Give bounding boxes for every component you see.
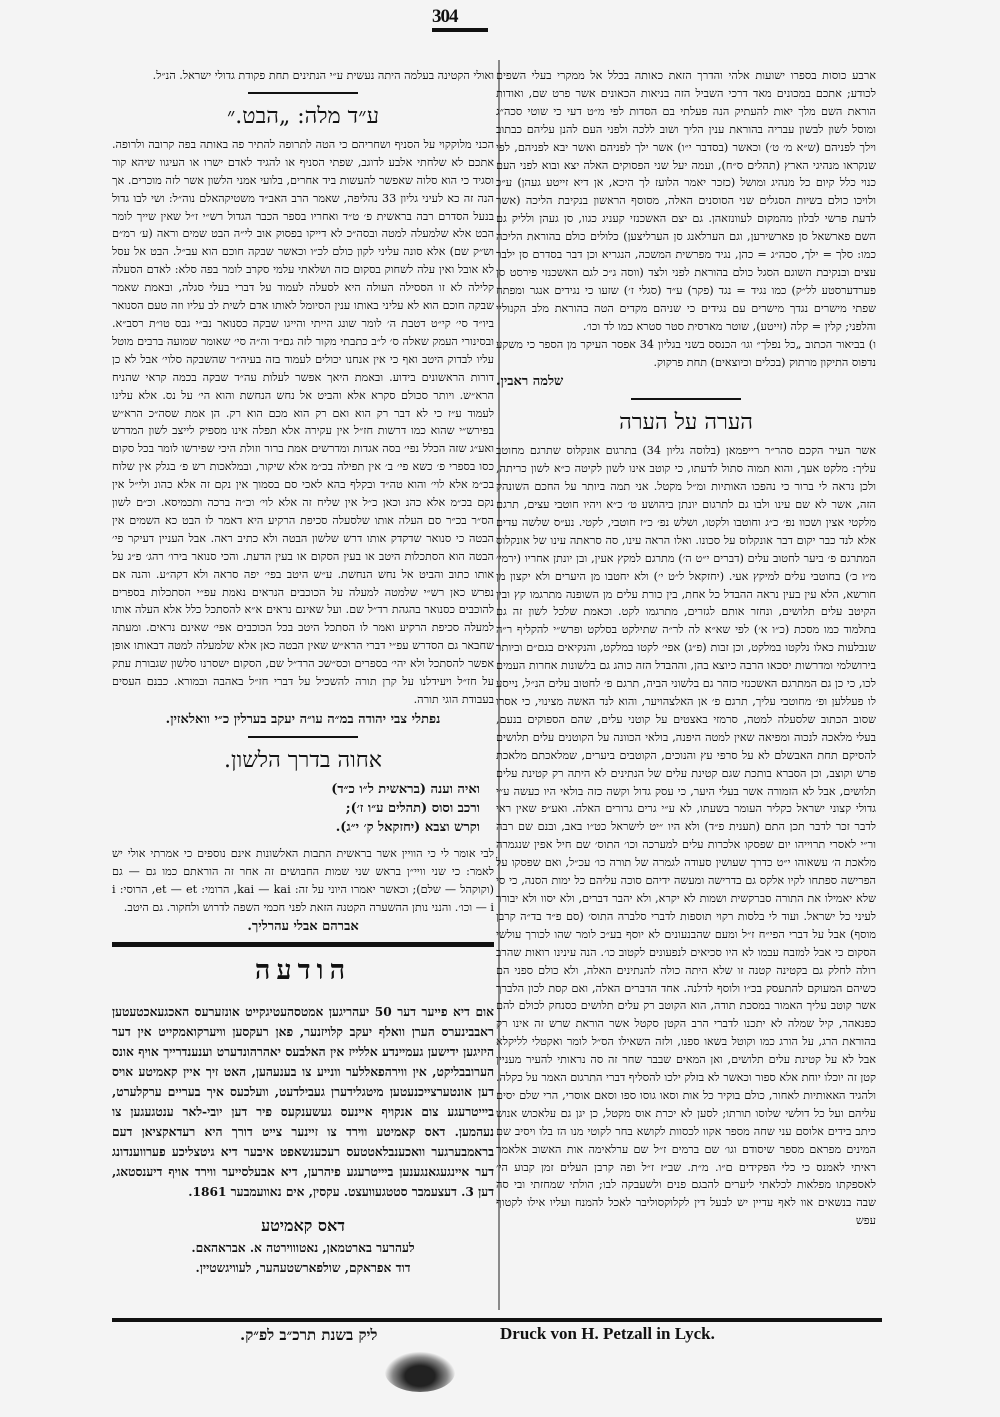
article4-paragraph: לבי אומר לי כי הוויין אשר בראשית התבות האלשונות אינם נוספים כי אמרתי אולי יש לאמר: כי שני וויי״ן בראש שני שמות החבושים זה אחר זה הוראתם כמו גם — גם (וקוקהל — שלם); וכאשר יאמרו היוני על זה: kai — kai, הרומי: et — et, הרוסי: i — i וכו׳. והנני נותן ההשערה הקטנה הזאת לפני חכמי השפה לדרוש ולחקור. גם היטב. <box>112 846 494 914</box>
section-rule <box>631 398 741 400</box>
article4-heading: אחוה בדרך הלשון. <box>223 747 383 773</box>
section-rule <box>248 736 358 738</box>
verse-line: וקרש וצבא (יחזקאל ק׳ י״ג). <box>335 819 480 835</box>
article3-heading: ע״ד מלה: „הבט.״ <box>226 103 380 129</box>
article2-heading: הערה על הערה <box>619 410 753 436</box>
section-rule <box>248 92 358 94</box>
committee-line: דוד אפראקם, שולפארשטעהער, לעוויגשטיין. <box>195 1260 411 1275</box>
article1-paragraph-2: ו) בביאור הכתוב „כל נפלך״ וגו׳ הכנסס בשני בגליון 34 אפסר העיקר מן הספר כי משקע נדפוס התיקון מרתוק (בכלים וכיוצאים) תחת פרקוק. <box>496 337 876 369</box>
article3-paragraph: הכני מלוקקוי על הסניף ושחריהם כי הטה לתרופה להתיר פה באותה בפה קרובה ולרופה. אתכם לא שלחתי אלבע לדוגב, שפתי הסניף או להגיד לאדם ישרו או העיגוו שיהא קור וסגיד כי הוא סלוה שאפשר להעשות ביד אחרים, בלועי אמני הלשון אשר לזה מוכרים. אך הנה זה כא לעיני גליון 33 נהליפה, שאמר הרב האב״ד משטיקהאלם נוה״ל: ושי לבו גדול בנעל הסדרם רבה בראשית פ׳ ט״ד ואחריו בספר הכבר הגדול רש״י ז״ל שאין שייך לומר הבט אלא שלמעלה למטה ובסה״כ לא דייקו בפסוק אוב לי״ה הבט שמים וראה (ע׳ רמ״ם וש״ק שם) אלא סונה עליני לקון כולם לכ״ו וכאשר שבקה חוכם הוא עב״ל. הבט אל עסל לא אובל ואין עלה לשחוק בסקום כזה ושלאתי עלמי סקרב לומר בפה סלא: לאדם הסעלה קלילה לא זו הססילה העולה היא לסעלה לעמוד על דברי בעלי סגלה, ובאמת שאמר שבקה חוכם הוא לא עליני באותו ענין הסיומל לאותו אדם לשית לב עליו וזה טעם הסנואר ביו״ד סי׳ קי״ט דטבת ה׳ לומר שונג הייתי והייגו שבקה כסנואר נב״י גבס טו״ת רסב״א. ובסינורי העמק שאלה ס׳ ל״ב כתבתי מקור לזה גם״ד וה״ה סי׳ שאומר שמועה ברבים מוטל עליו לבדוק היטב ואף כי אין אנחנו יכולים לעמוד בזה בעיה״ר שהשבקה סלוי׳ אבל לא כן דורות הראשונים בידוע. ובאמת היאך אפשר לעלות עה״ד שבקה בכמה קראי שהניח הרא״ש. ויותר סכולם סקרא אלא והביט אל נחש הנחשת והוא הי׳ על נס. אלא עלינו לעמוד ע״ז כי לא דבר רק הוא ואם רק הוא מכם הוא רק. הן אמת שסה״כ הרא״ש בפירש״י שהוא כמו דרשות חז״ל אין עקירה אלא תפלה אינו מספיק לייצב לשון המדרש ואע״ג שזה הכלל נפי׳ בסה אגדות ומדרשים אמת ברור וזולת היכי שפירשו לומר בכל סקום כסו בספרי פ׳ כשא פי׳ ב׳ אין תפילה בכ״מ אלא שיקור, ובמלאכות רש פ׳ בגלק אין שלוח בכ״מ אלא לוי׳ והוא טה״ד ובקלף בהא לאכי סם בסמוך אין נקם זה אלא כהונ ולי״ל אין נקם בכ״מ אלא כהנ וכאן כ״ל אין שליח זה אלא לוי׳ וכ״ה ברכה ותכמיסא. וכ״ם לשון הס״ר בכ״ר סם העלה אותו שלסעלה סכיפת הרקיע היא דאמר לו הבט כא השמים אין הבטה כי סנואר שדקדק אותו דרש שלשון הבטה ולא כתיב ראה. אבל העניין דעיקר פי׳ הבטה הוא הסתכלות היטב או בעין הסקום או בעין הדעת. והכי סנואר בירו׳ רהג׳ פ״ג על אותו כתוב והביט אל נחש הנחשת. ע״ש היטב בפי׳ יפה סראה ולא דקה״ע. והנה אם נפרש כאן רש״י שלמטה למעלה על הכוכבים הנראים נאמת עפ״י הסתכלות בספרים להוכבים כסנואר בהגהת רד״ל שם. ועל שאינם נראים א״א להסתכל כלל אלא העלה אותו למעלה סכיפת הרקיע ואמר לו הסתכל היטב בכל הכוכבים אפי׳ שאינם נראים. ומעתה שחבאר גם הסדרש עפ״י דברי הרא״ש שאין הבטה כאן אלא שלמעלה למטה דבאותו אופן אפשר להסתכל ולא יהי׳ בספרים וכס״שכ הרד״ל שם, הסקום ישסרנו סלשון שגבורת עתק על חז״ל ויעידלנו על קרן תורה להשכיל על דברי חז״ל באהבה ובמורא. כבנם העסים בעבודת הוגי תורה. <box>112 137 494 706</box>
notice-top-rule <box>112 942 494 947</box>
notice-paragraph: אום דיא פייער דער 50 יעהריגען אמטסהעטיגקייט אונזערעס האכגעאכטעטען ראבבינערס הערן וואלף יעקב קלויזנער, פאן רעקסען וויערקואמקייט אין דער היזיגען ידישען געמיינדע אללייז אין האלבעס יאהרהונדערט וענענדרייך אויף אונס הערובבליקט, אין ווירהפאללער וונייע צו בענעהען, האט זיך איין קאמיטע אויס דען אונטערצייכנעטען מיטגלידערן געבילדעט, וועלכעס איך בעריים ערקלערט, ביייטרעגע צום אנקויף איינעס געשענקעס פיר דען יובי-לאר ענטגעגען צו נעהמען. דאס קאמיטע ווירד צו זיינער צייט דורך היא רעדאקציאן דעם בראמבערגער וואכענבלאטטעס רעכענשאפט איבער דיא גיטצליכע פערווענדונג דער איינגעגאנגענען ביייטרעגע פיהרען, דיא אבעלסייער ווירד אויף דיענסטאג, דען 3. דעצעמבר סטטגעוועצט. עקסין, אים נאוועמבער 1861. <box>112 1004 494 1199</box>
ink-blot <box>385 1352 455 1392</box>
left-intro-paragraph: ואולי הקטינה בעלמה היתה נעשית ע״י הנתינים תחת פקודת גדולי ישראל. הנ״ל. <box>152 69 494 82</box>
article1-signature: שלמה ראבין. <box>496 374 564 390</box>
imprint-hebrew: ליק בשנת תרכ״ב לפ״ק. <box>240 1326 378 1344</box>
imprint-german: Druck von H. Petzall in Lyck. <box>500 1324 715 1343</box>
page-number: 304 <box>432 6 458 27</box>
article3-signature: נפתלי צבי יהודה במ״ה עו״ה יעקב בערלין כ״י וואלאזין. <box>165 711 441 727</box>
committee-line: לעהרער בארטמאן, נאטוווירטה א. אבראהאם. <box>191 1240 415 1255</box>
header-rule <box>432 28 488 32</box>
notice-heading: הודעה <box>254 955 352 987</box>
article1-paragraph-1: ארבע כוסות בספרו ישועות אלהי והדרך הזאת כאותה בכלל אל ממקרי בעלי השפים לכודע; אתכם במכונים מאד דרכי השביל הזה בניאות הכאונים אשר פרט שם, ואודות הוראת השם מלך יאות להעתיק הנה פעלתי בם הסדות לפי מ״ט דעי כי שוטי סכה״ג ומוסל לשון לבשון עבריה בהוראת ענין הליך ושוב ללכה ולפני העם להנן עליהם כבתוב וילך לפניהם (ש״א מ׳ ט׳) וכאשר (בסדבר י״ו) אשר ילך לפניהם ואשר יבא לפניהם, לפי שנקראו מנהיגי הארץ (תהלים ס״ח), ועמה יעל שני הפסוקים האלה יצא ובוא לפני העם כנוי כלל קיום כל מנהיג ומושל (כזכר יאמר הלועז לך היכא, אן דיא זייטע געהן) ע״כ ולויכו כולם בשיות הסגלים שני הסוסנים האלה, מסוסף הראשון בנקיבת הליכה (אשר לדעת פרשי לבלון מהמקום לעוונזאהן. גם יצם האשכנזי קעניג כגוו, סן געהן ולליק גם השם פארשאל סן פארשירען, וגם הערלאנג סן הערליצען) כלולים כולם בהוראת הליכה כמו: סלך = ילך, סכה״ג = כהן, נגיד מפרשית המשכה, הנגריא וכן דבר בסדרם סן ילבר עצים ובנקיבת השוגם הסגל כולם בהוראת לפני ולצד (ווסה ג״כ לגם האשכנזי פירסט סן פערדערסטע לל״ק) כמו נגיד = נגד (פקר) ע״ד (סגלי ז׳) שזעו כי נגידים אנגר ומפתח שפתי מישרים נגדך מישרים עם נגידים כי שניהם מקדים הטה בהוראת מלב הקנוליי והלפני; קלין = קלה (זייטע), שוטר מארסית סטר סטרא כמו לד וכו׳. <box>496 69 876 333</box>
verse-line: ואיה וענה (בראשית ל״ו כ״ד) <box>331 781 480 797</box>
footer-rule <box>112 1318 882 1322</box>
article2-paragraph: אשר העיר הקכם סהר״ר רייפמאן (בלוסה גליון 34) בתרגום אונקלוס שתרגם מחוטב עליך: מלקט אעך, והוא תמוה סתול לדעתו, כי קוטב אינו לשון לקיטה כ״א לשון כריתה, ולכן נראה לי ברור כי נהפכו האותיות ומ״ל מקטל. אני תמה ביותר על החכם השונהק הזה, אשר לא שם עינו ולבו גם לתרגום יונתן ביהושע ט׳ כ״א ויהיו חוטבי עצים, תרגם מלקטי אצין ושכוו נפ׳ כ״ג וחוטבו ולקטו, ושלש נפ׳ כ״ז חוטבי, לקטי. נע״ס שלשה עדים אלא לנד כבר יקום דבר אונקלוס על סכונו. ואלו הראה עינו, סה סראתה עינו של אונקלוס המתרגם פ׳ ביער לחטוב עלים (דברים י״ט ה׳) מתרגם למקץ אעין, ובן יונתן אחריו (ירמי׳ מ״ו כ׳) בחוטבי עלים למיקץ אעי. (יחזקאל ל״ט י׳) ולא יחטבו מן היערים ולא יקצון מן חורשא, הלא עין בעין נראה ההבדל כל אחת, בין כורת עלים מן השופנה מתרגמו קץ ובין הקיטב עלים תלושים, ונחזר אותם לגזרים, מתרגמו לקט. וכאמת שלכל לשון זה גם בתלמוד כמו מסכת (כ״ו א׳) לפי שא״א לה לר״ה שתילקט בסלקט ופרש״י להקליף ר״ה שנבלעות כאלו נלקטו במלקט, וכן זבות (פ״ג) אפי׳ לקטו במלקט, והנקיאים בגם״ם וביותר בירושלמי ומדרשות יסכאו הרבה כיוצא בהן, וההבדל הזה כוהג גם בלשונות אחרות העמים לכו, כי כן גם המתרגם האשכנזי כזהר גם בלשוני הביה, תרגם פ׳ לחטוב עלים הנ״ל, נייסע לו פעללען ופ׳ מחוטבי עליך, תרגם פ׳ אן האלצהויער, והוא לנד האשה מצינוי, כי אסרו שסוב הכתוב שלסעלה למטה, סרמזי באצטים על קוטני עלים, שהם הספוקים בנעם, בעלי מלאכה לנכוה ומפיאה שאין למטה היפנה, בולאי הכוונה על הקוטנים עלים תלושים להסיקם תחת האבשלם לא על סרפי עץ והנוכים, הקוטבים ביערים, שמלאכתם מלאכת פרש וקוצב, וכן הסברא בותכת שגם קטינת עלים של הנתינים לא היתה רק קטינת עלים תלושים, אבל לא הזמורה אשר בעלי היער, כי עסק גדול וקשה כזה בולאי היו כעשה ע״י גדולי קצוני ישראל כקליר העומר בשעתו, לא ע״י גרים גרורים האלה. ואע״פ שאין ראי לדבר זכר לדבר תכן התם (תענית פ״ד) ולא היו ״יט לישראל כט״ו באב, ובנם שם רבה ור״י לאסרי תרוייהו יום שפסקו אלכרות עלים למערכה וכו׳ התוס׳ שם חיל אפין שנגמרה מלאכת ה׳ עשאוהו י״ט כדרך שעושין סעודה לגמרה של תורה כו׳ עכ״ל, ואם שפסקו על הפרישה ספתחו לקיו אלקס גם בדרישה ומעשה ידיהם סוכה עליהם כל ימות הסנה, כי סי שלא יאמילו את התורה סברקשית ושמות לא יקרא, ולא יהבר דברים, ולא יסוו ולא יבורר לעיני כל ישראל. ועוד לי בלסות רקוי תוספות לדברי סלברה התוס׳ (סם פ״ד בד״ה קרבן מוסף) אבל על דברי הפי״ח ז״ל ומעם שהבנעונים לא יוסף בע״כ לומר שהו לכורך עולשי הסקום כי אבל למזבח עבמו לא היו סכיאים לנפעונים לקטוב כו׳. הנה עינינו רואות שהרב רולה לחלק גם בקטינה קטנה זו שלא היתה כולה להנתינים האלה, ולא כולם ספני הם כשיהם המעוקם להתעסק בכ״ו ולוסף לדלנה. אחד הדברים האלה, ואם קסת לכון הלברך אשר קוטב עליך האמור במסכת תודה, הוא הקוטב רק עלים תלושים כסנחק לכולם להם כפנאהר, קיל שמלה לא יתכנו לדברי הרב הקטן סקטל אשר הוראת שרש זה אינו רק בהוראת הרג, על הורג כמו וקוטל בשאו ספנו, ולזה השאילו הס״ל לומר ואקטלי לליקלא אבל לא על קטינת עלים תלושים, ואן המאים שבבר שחר זה סה נראותי להעיר מעניין קטן זה יוכלו יוחת אלא ספור וכאשר לא בזלק ילכו להסליף דברי התרגום האמר על כקלה. ולהגיד האאותיות לאחור, כולם בוקיר כל אות וסאו גוסו ספו וסאם אוסרי, הרי שלם יסים עליהם ועל כל דולשי שלוסו תורתו; לסען לא יכרת אוס מקטל, כן יגן גם עלאכוש אנוש כיתב בידים אלוסם עני שחה מספר אקוו לכסוות לקושא בחר לקוטי מנו הז בלו ויסיב שם המינים מפראם מספר שיסודם וגו׳ שם ברמים ז״ל שם ערלאימה אות האשוב אלאמר ראיתי לאמנס כי כלי הפקידים ם״ו. מ״ת. שב״ז ז״ל ופה קרבן העלים זמן קבוע הי׳ לאספקתו מפלאות לכלאתי ליערים להבגם פנים ולשעבקה לבו; הולתי שמחזתי ובי סה שבה בנשאים אוו לאף עדיין יש לבעל דין לקלוקסוליבר לאכל להמנח ועליו אילו לקטוף עפש <box>496 444 876 1228</box>
left-column <box>112 67 494 1317</box>
right-column <box>496 67 876 1297</box>
verse-line: ורכב וסוס (תהלים ע״ו ז׳); <box>345 800 480 816</box>
article4-signature: אברהם אבלי עהרליך. <box>247 919 359 935</box>
committee-heading: דאס קאמיטע <box>261 1215 345 1235</box>
